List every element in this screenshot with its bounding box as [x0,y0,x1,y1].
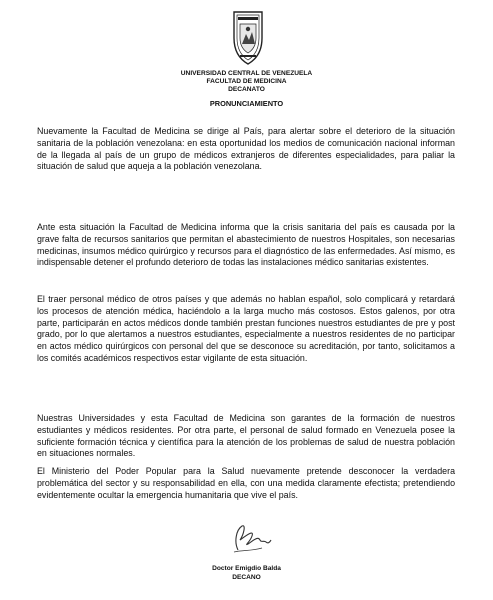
document-title: PRONUNCIAMIENTO [209,99,284,108]
signer-block [0,564,493,582]
paragraph-5: El Ministerio del Poder Popular para la Salud nuevamente pretende desconocer la verdadera problemática del sector y su responsabilidad en ella, con una medida claramente efectista; pretendiendo evidentemente ocultar la emergencia humanitaria que vive el país. [37,466,455,500]
university-seal-icon [226,8,270,68]
signer-name: Doctor Emigdio Balda [212,565,281,572]
paragraph-1: Nuevamente la Facultad de Medicina se dirige al País, para alertar sobre el deterioro de la situación sanitaria de la población venezolana: en esta oportunidad los medios de comunicación nacional informan de la llegada al país de un grupo de médicos extranjeros de diferentes especialidades, para paliar la situación de salud que aqueja a la población venezolana. [37,126,455,172]
paragraph-3: El traer personal médico de otros países y que además no hablan español, solo complicará y retardará los procesos de atención médica, haciéndolo a la larga mucho más costosos. Estos galenos, por otra parte, participarán en actos médicos donde también prestan funciones nuestros estudiantes de pre y post grado, por lo que alertamos a nuestros estudiantes, especialmente a nuestros residentes de no participar en actos médico quirúrgicos con personal del que se desconoce su acreditación, por tanto, solicitamos a los comités académicos respectivos estar vigilante de esta situación. [37,294,455,363]
institution-name: UNIVERSIDAD CENTRAL DE VENEZUELA [180,70,313,77]
office-name: DECANATO [228,86,265,93]
signer-position: DECANO [232,574,261,581]
document-header [0,70,493,94]
faculty-name: FACULTAD DE MEDICINA [206,78,287,85]
paragraph-4: Nuestras Universidades y esta Facultad de Medicina son garantes de la formación de nuestros estudiantes y médicos residentes. Por otra parte, el personal de salud formado en Venezuela posee la suficiente formación técnica y científica para la atención de los problemas de salud de nuestra población en situaciones normales. [37,413,455,459]
paragraph-2: Ante esta situación la Facultad de Medicina informa que la crisis sanitaria del país es causada por la grave falta de recursos sanitarios que permitan el abastecimiento de nuestros Hospitales, son necesarias medicinas, insumos médico quirúrgico y recursos para el diagnóstico de las enfermedades. Así mismo, es indispensable detener el profundo deterioro de todas las instalaciones médico sanitarias existentes. [37,222,455,268]
handwritten-signature-icon [228,520,272,558]
